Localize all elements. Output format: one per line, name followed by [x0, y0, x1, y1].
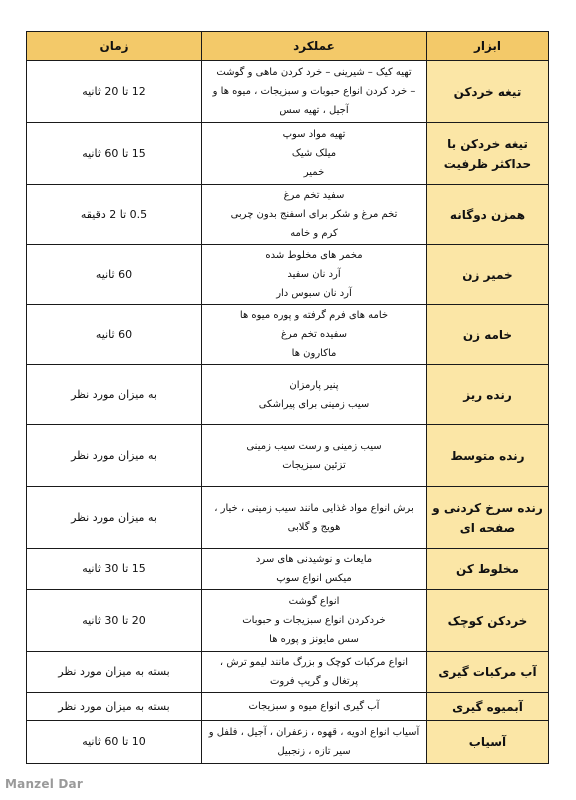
function-line: سفیده تخم مرغ: [280, 329, 348, 340]
table-row: [27, 305, 549, 365]
tool-name-cell: رنده سرخ کردنی و صفحه ای: [427, 487, 549, 549]
time-cell: بسته به میزان مورد نظر: [27, 652, 202, 693]
function-line: انواع گوشت: [288, 596, 340, 607]
function-line: – خرد کردن انواع حبوبات و سبزیجات ، میوه ها و: [212, 86, 416, 97]
table-row: [27, 549, 549, 590]
comparison-table-wrapper: [26, 31, 548, 764]
function-cell: [202, 721, 427, 764]
table-row: [27, 185, 549, 245]
function-line: سیب زمینی برای پیراشکی: [258, 398, 370, 410]
function-line: برش انواع مواد غذایی مانند سیب زمینی ، خیار ،: [214, 502, 414, 514]
header-tool: ابزار: [427, 32, 549, 61]
function-cell: [202, 693, 427, 721]
function-line: تهیه کیک – شیرینی – خرد کردن ماهی و گوشت: [216, 67, 412, 78]
function-line: انواع مرکبات کوچک و بزرگ مانند لیمو ترش ،: [219, 657, 409, 668]
function-cell: [202, 185, 427, 245]
table-row: [27, 590, 549, 652]
function-cell: [202, 425, 427, 487]
function-cell: [202, 590, 427, 652]
function-line: آسیاب انواع ادویه ، قهوه ، زعفران ، آجیل ، فلفل و: [208, 727, 420, 738]
function-line: مایعات و نوشیدنی های سرد: [255, 554, 373, 565]
tool-name-cell: آب مرکبات گیری: [427, 652, 549, 693]
function-line: کرم و خامه: [290, 228, 338, 239]
function-line: آجیل ، تهیه سس: [279, 105, 349, 116]
tool-name-cell: خردکن کوچک: [427, 590, 549, 652]
function-line: مخمر های مخلوط شده: [265, 250, 363, 261]
function-line: میکس انواع سوپ: [276, 573, 352, 584]
function-line: سس مایونز و پوره ها: [269, 634, 359, 645]
table-row: [27, 123, 549, 185]
function-line: آرد نان سبوس دار: [276, 288, 352, 299]
table-row: [27, 487, 549, 549]
watermark-logo: Manzel Dar: [5, 777, 83, 791]
function-line: پرتغال و گریپ فروت: [269, 676, 358, 687]
time-cell: 60 ثانیه: [27, 305, 202, 365]
header-function: عملکرد: [202, 32, 427, 61]
tool-name-cell: خامه زن: [427, 305, 549, 365]
function-line: خمیر: [303, 167, 325, 178]
time-cell: به میزان مورد نظر: [27, 425, 202, 487]
tool-name-cell: مخلوط کن: [427, 549, 549, 590]
time-cell: 0.5 تا 2 دقیقه: [27, 185, 202, 245]
tool-name-cell: همزن دوگانه: [427, 185, 549, 245]
function-line: سیر تازه ، زنجبیل: [277, 746, 351, 757]
time-cell: به میزان مورد نظر: [27, 365, 202, 425]
function-cell: [202, 61, 427, 123]
tool-name-cell: آبمیوه گیری: [427, 693, 549, 721]
function-line: سفید تخم مرغ: [283, 190, 345, 201]
function-cell: [202, 305, 427, 365]
time-cell: 60 ثانیه: [27, 245, 202, 305]
function-line: پنیر پارمزان: [289, 379, 339, 391]
table-body: [27, 61, 549, 764]
time-cell: 15 تا 30 ثانیه: [27, 549, 202, 590]
function-line: سیب زمینی و رست سیب زمینی: [246, 440, 382, 452]
function-cell: [202, 487, 427, 549]
table-row: [27, 721, 549, 764]
function-line: خامه های فرم گرفته و پوره میوه ها: [239, 310, 389, 321]
function-cell: [202, 652, 427, 693]
function-cell: [202, 123, 427, 185]
table-row: [27, 425, 549, 487]
time-cell: به میزان مورد نظر: [27, 487, 202, 549]
table-row: [27, 693, 549, 721]
function-line: میلک شیک: [291, 148, 337, 159]
tool-name-cell: رنده متوسط: [427, 425, 549, 487]
header-time: زمان: [27, 32, 202, 61]
tool-name-cell: تیغه خردکن: [427, 61, 549, 123]
tool-name-cell: تیغه خردکن با حداکثر ظرفیت: [427, 123, 549, 185]
time-cell: 15 تا 60 ثانیه: [27, 123, 202, 185]
time-cell: بسته به میزان مورد نظر: [27, 693, 202, 721]
function-line: هویج و گلابی: [287, 521, 341, 533]
function-line: تزئین سبزیجات: [282, 459, 346, 471]
function-cell: [202, 245, 427, 305]
table-header-row: [27, 32, 549, 61]
function-line: آرد نان سفید: [287, 269, 341, 280]
function-line: آب گیری انواع میوه و سبزیجات: [248, 701, 380, 712]
time-cell: 10 تا 60 ثانیه: [27, 721, 202, 764]
function-line: ماکارون ها: [291, 348, 337, 359]
table-row: [27, 245, 549, 305]
tool-name-cell: آسیاب: [427, 721, 549, 764]
tool-name-cell: رنده ریز: [427, 365, 549, 425]
function-cell: [202, 365, 427, 425]
table-row: [27, 365, 549, 425]
time-cell: 20 تا 30 ثانیه: [27, 590, 202, 652]
table-row: [27, 61, 549, 123]
tools-table: [26, 31, 549, 764]
function-line: خردکردن انواع سبزیجات و حبوبات: [242, 615, 386, 626]
time-cell: 12 تا 20 ثانیه: [27, 61, 202, 123]
function-line: تهیه مواد سوپ: [282, 129, 346, 140]
table-row: [27, 652, 549, 693]
tool-name-cell: خمیر زن: [427, 245, 549, 305]
function-line: تخم مرغ و شکر برای اسفنج بدون چربی: [230, 209, 398, 220]
function-cell: [202, 549, 427, 590]
